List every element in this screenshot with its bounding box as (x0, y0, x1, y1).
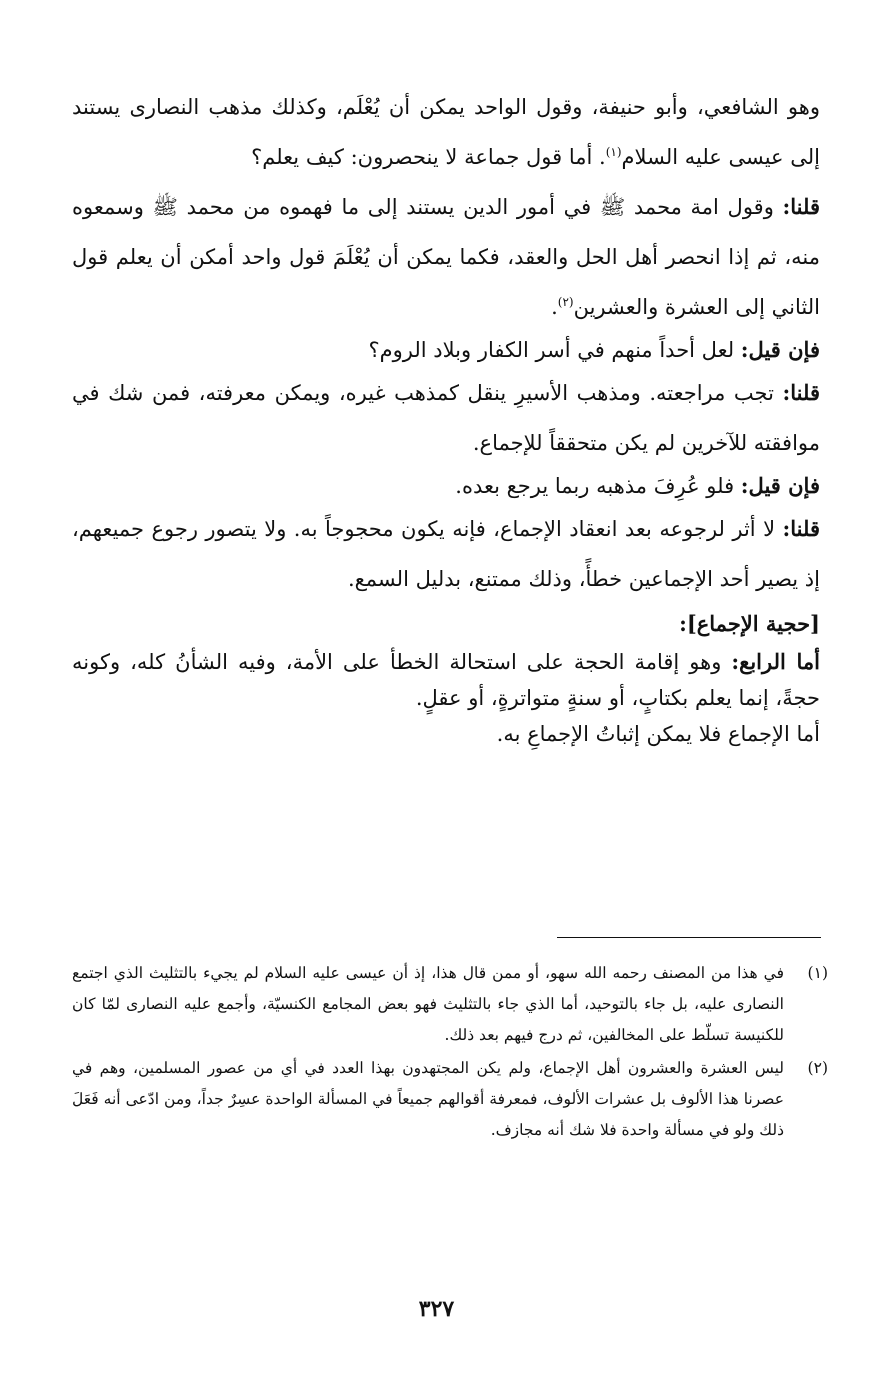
paragraph-4-lead: قلنا: (782, 380, 820, 405)
paragraph-1-text: وهو الشافعي، وأبو حنيفة، وقول الواحد يمكن أن يُعْلَم، وكذلك مذهب النصارى يستند إلى عيسى عليه السلام (72, 95, 820, 169)
paragraph-6 (72, 504, 820, 604)
paragraph-6-lead: قلنا: (782, 516, 820, 541)
paragraph-7-lead: أما الرابع: (731, 649, 820, 674)
paragraph-3 (72, 332, 820, 368)
footnote-ref-2: (٢) (557, 295, 574, 309)
footnote-text: في هذا من المصنف رحمه الله سهو، أو ممن قال هذا، إذ أن عيسى عليه السلام لم يجيء بالتثليث الذي اجتمع النصارى عليه، بل جاء بالتوحيد، أما الذي جاء بالتثليث فهو بعض المجامع الكنسيّة، وأجمع عليه النصارى لمّا كان للكنيسة تسلّط على المخالفين، ثم درج فيهم بعد ذلك. (72, 964, 784, 1044)
footnote-divider (557, 937, 821, 938)
paragraph-4-text: تجب مراجعته. ومذهب الأسيرِ ينقل كمذهب غيره، ويمكن معرفته، فمن شك في موافقته للآخرين لم يكن متحققاً للإجماع. (72, 381, 820, 455)
footnotes (72, 958, 828, 1148)
paragraph-3-text: لعل أحداً منهم في أسر الكفار وبلاد الروم؟ (368, 338, 741, 362)
main-text (72, 82, 820, 752)
page-number: ٣٢٧ (418, 1296, 455, 1322)
footnote-2 (72, 1053, 828, 1146)
paragraph-3-lead: فإن قيل: (740, 337, 820, 362)
footnote-number: (٢) (807, 1059, 828, 1077)
footnote-text: ليس العشرة والعشرون أهل الإجماع، ولم يكن المجتهدون بهذا العدد في أي من عصور المسلمين، وهم في عصرنا هذا الألوف بل عشرات الألوف، فمعرفة أقوالهم جميعاً في المسألة الواحدة عسِرٌ جداً، ومن ادّعى أنه فَعَلَ ذلك ولو في مسألة واحدة فلا شك أنه مجازف. (72, 1059, 784, 1139)
footnote-ref-1: (١) (605, 145, 622, 159)
section-heading: [حجية الإجماع]: (679, 611, 820, 636)
paragraph-5-lead: فإن قيل: (740, 473, 820, 498)
paragraph-4 (72, 368, 820, 468)
paragraph-7 (72, 644, 820, 716)
paragraph-5-text: فلو عُرِفَ مذهبه ربما يرجع بعده. (455, 474, 741, 498)
paragraph-2 (72, 182, 820, 332)
footnote-1 (72, 958, 828, 1051)
paragraph-7-text: وهو إقامة الحجة على استحالة الخطأ على الأمة، وفيه الشأنُ كله، وكونه حجةً، إنما يعلم بكتابٍ، أو سنةٍ متواترةٍ، أو عقلٍ. (72, 650, 820, 710)
paragraph-6-text: لا أثر لرجوعه بعد انعقاد الإجماع، فإنه يكون محجوجاً به. ولا يتصور رجوع جميعهم، إذ يصير أحد الإجماعين خطأً، وذلك ممتنع، بدليل السمع. (72, 517, 820, 591)
paragraph-5 (72, 468, 820, 504)
paragraph-1-end: . أما قول جماعة لا ينحصرون: كيف يعلم؟ (251, 145, 606, 169)
paragraph-2-text: وقول امة محمد ﷺ في أمور الدين يستند إلى ما فهموه من محمد ﷺ وسمعوه منه، ثم إذا انحصر أهل الحل والعقد، فكما يمكن أن يُعْلَمَ قول واحد أمكن أن يعلم قول الثاني إلى العشرة والعشرين (72, 195, 820, 319)
footnote-number: (١) (807, 964, 828, 982)
paragraph-2-lead: قلنا: (782, 194, 820, 219)
paragraph-1 (72, 82, 820, 182)
paragraph-2-end: . (551, 295, 558, 319)
paragraph-8: أما الإجماع فلا يمكن إثباتُ الإجماعِ به. (496, 722, 820, 746)
